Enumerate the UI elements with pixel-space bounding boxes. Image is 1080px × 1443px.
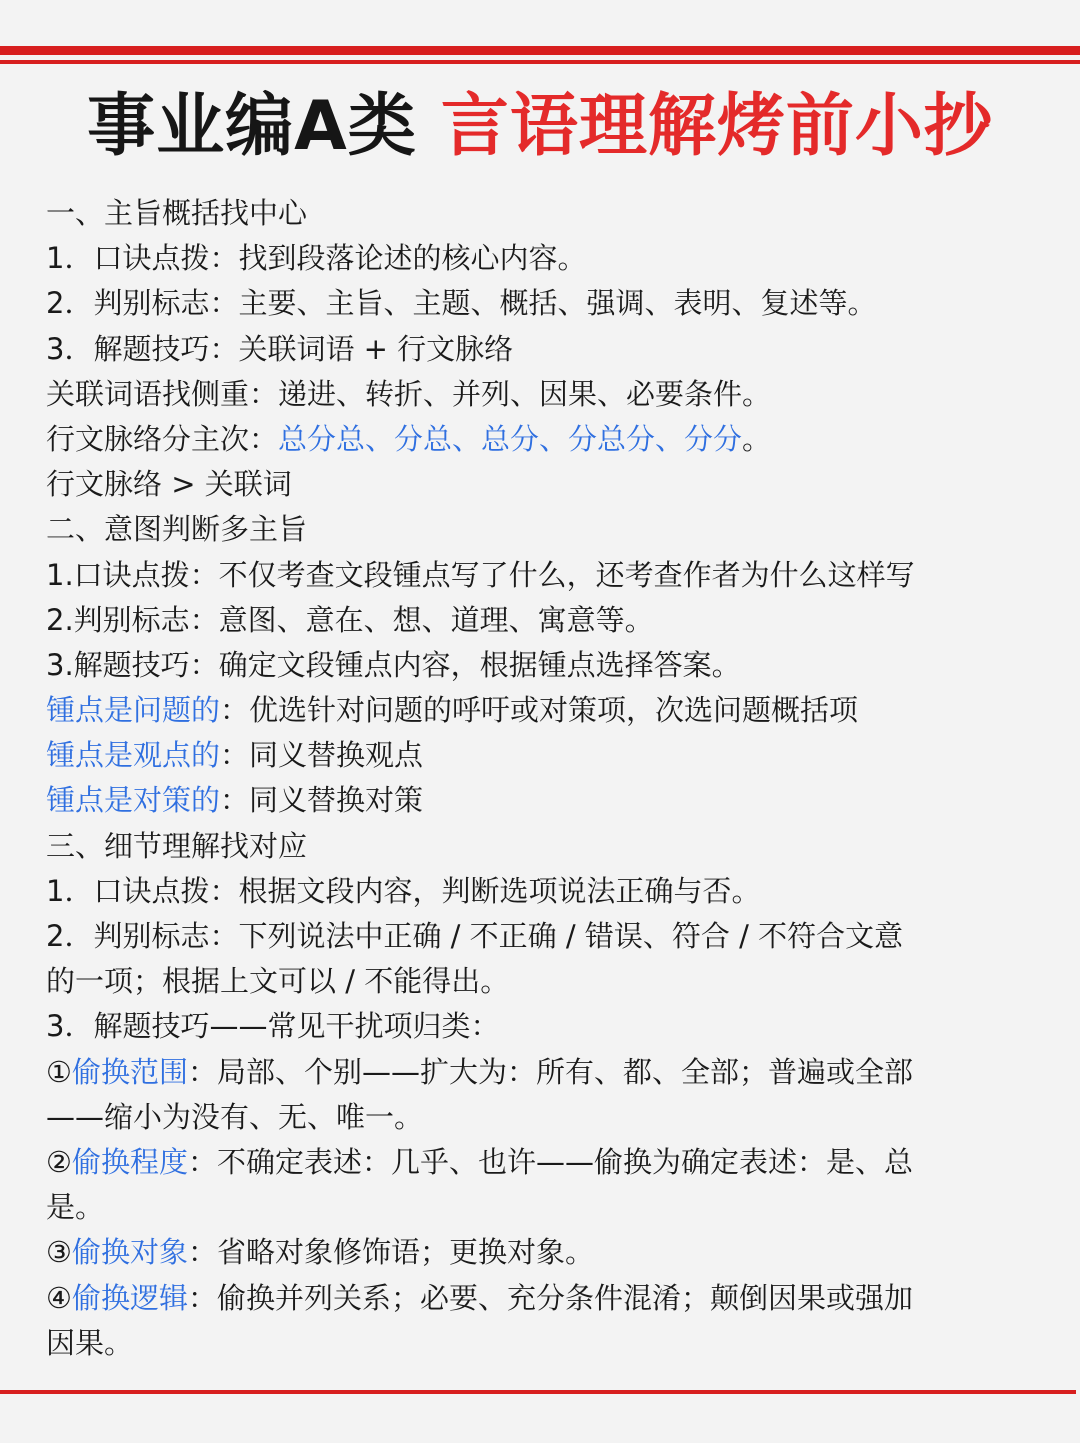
text-line	[46, 1095, 1046, 1140]
line-text: 3.解题技巧：确定文段锺点内容，根据锺点选择答案。	[46, 647, 741, 682]
line-text: ：同义替换对策	[220, 783, 424, 818]
notes-content	[46, 191, 1046, 1366]
line-text: 的一项；根据上文可以 / 不能得出。	[46, 964, 510, 999]
line-text: 是。	[46, 1190, 105, 1225]
highlight-text: 锺点是问题的	[46, 693, 221, 728]
highlight-text: 偷换程度	[72, 1144, 189, 1179]
text-line	[46, 462, 1046, 507]
highlight-text: 总分总、分总、总分、分总分、分分	[278, 421, 743, 456]
line-text: ③	[46, 1235, 72, 1270]
line-text: 一、主旨概括找中心	[46, 196, 308, 230]
line-text: 2.判别标志：意图、意在、想、道理、寓意等。	[46, 602, 654, 637]
line-text: ——缩小为没有、无、唯一。	[46, 1099, 424, 1134]
text-line	[46, 733, 1046, 778]
text-line	[46, 507, 1046, 552]
top-red-bar	[0, 46, 1080, 55]
line-text: ：局部、个别——扩大为：所有、都、全部；普遍或全部	[188, 1054, 914, 1089]
text-line	[46, 1050, 1046, 1095]
line-text: 行文脉络 > 关联词	[46, 467, 292, 502]
page-title	[0, 82, 1080, 172]
line-text: 1．口诀点拨：找到段落论述的核心内容。	[46, 241, 587, 276]
text-line	[46, 869, 1046, 914]
text-line	[46, 191, 1046, 236]
line-text: ①	[46, 1054, 72, 1089]
line-text: 行文脉络分主次：	[46, 421, 279, 456]
line-text: 三、细节理解找对应	[46, 828, 308, 863]
title-part-1: 事业编A类	[87, 87, 417, 166]
line-text: 。	[742, 421, 772, 456]
line-text: ：不确定表述：几乎、也许——偷换为确定表述：是、总	[188, 1144, 914, 1179]
text-line	[46, 1185, 1046, 1230]
line-text: 1.口诀点拨：不仅考查文段锺点写了什么，还考查作者为什么这样写	[46, 557, 915, 592]
text-line	[46, 417, 1046, 462]
text-line	[46, 959, 1046, 1004]
text-line	[46, 914, 1046, 959]
text-line	[46, 778, 1046, 823]
text-line	[46, 372, 1046, 417]
text-line	[46, 553, 1046, 598]
text-line	[46, 236, 1046, 281]
text-line	[46, 1230, 1046, 1275]
line-text: 1．口诀点拨：根据文段内容，判断选项说法正确与否。	[46, 873, 761, 908]
line-text: 2．判别标志：下列说法中正确 / 不正确 / 错误、符合 / 不符合文意	[46, 919, 904, 953]
text-line	[46, 281, 1046, 326]
line-text: ②	[46, 1144, 72, 1179]
line-text: ：同义替换观点	[220, 738, 424, 773]
line-text: 3．解题技巧：关联词语 + 行文脉络	[46, 331, 514, 366]
highlight-text: 偷换逻辑	[72, 1280, 189, 1315]
line-text: ④	[46, 1280, 72, 1315]
bottom-red-bar	[0, 1390, 1076, 1394]
text-line	[46, 824, 1046, 869]
line-text: 3．解题技巧——常见干扰项归类：	[46, 1009, 500, 1044]
text-line	[46, 643, 1046, 688]
line-text: ：优选针对问题的呼吁或对策项，次选问题概括项	[220, 693, 859, 728]
line-text: ：偷换并列关系；必要、充分条件混淆；颠倒因果或强加	[188, 1280, 914, 1315]
line-text: 因果。	[46, 1325, 134, 1360]
highlight-text: 偷换对象	[72, 1235, 189, 1270]
top-red-thin-bar	[0, 60, 1080, 64]
text-line	[46, 1004, 1046, 1049]
highlight-text: 锺点是观点的	[46, 738, 221, 773]
text-line	[46, 1276, 1046, 1321]
line-text: ：省略对象修饰语；更换对象。	[188, 1235, 595, 1270]
text-line	[46, 598, 1046, 643]
highlight-text: 锺点是对策的	[46, 783, 221, 818]
text-line	[46, 327, 1046, 372]
highlight-text: 偷换范围	[72, 1054, 189, 1089]
text-line	[46, 1140, 1046, 1185]
title-part-2: 言语理解烤前小抄	[440, 87, 993, 166]
text-line	[46, 1321, 1046, 1366]
text-line	[46, 688, 1046, 733]
line-text: 关联词语找侧重：递进、转折、并列、因果、必要条件。	[46, 376, 772, 411]
line-text: 二、意图判断多主旨	[46, 512, 308, 547]
line-text: 2．判别标志：主要、主旨、主题、概括、强调、表明、复述等。	[46, 286, 877, 321]
